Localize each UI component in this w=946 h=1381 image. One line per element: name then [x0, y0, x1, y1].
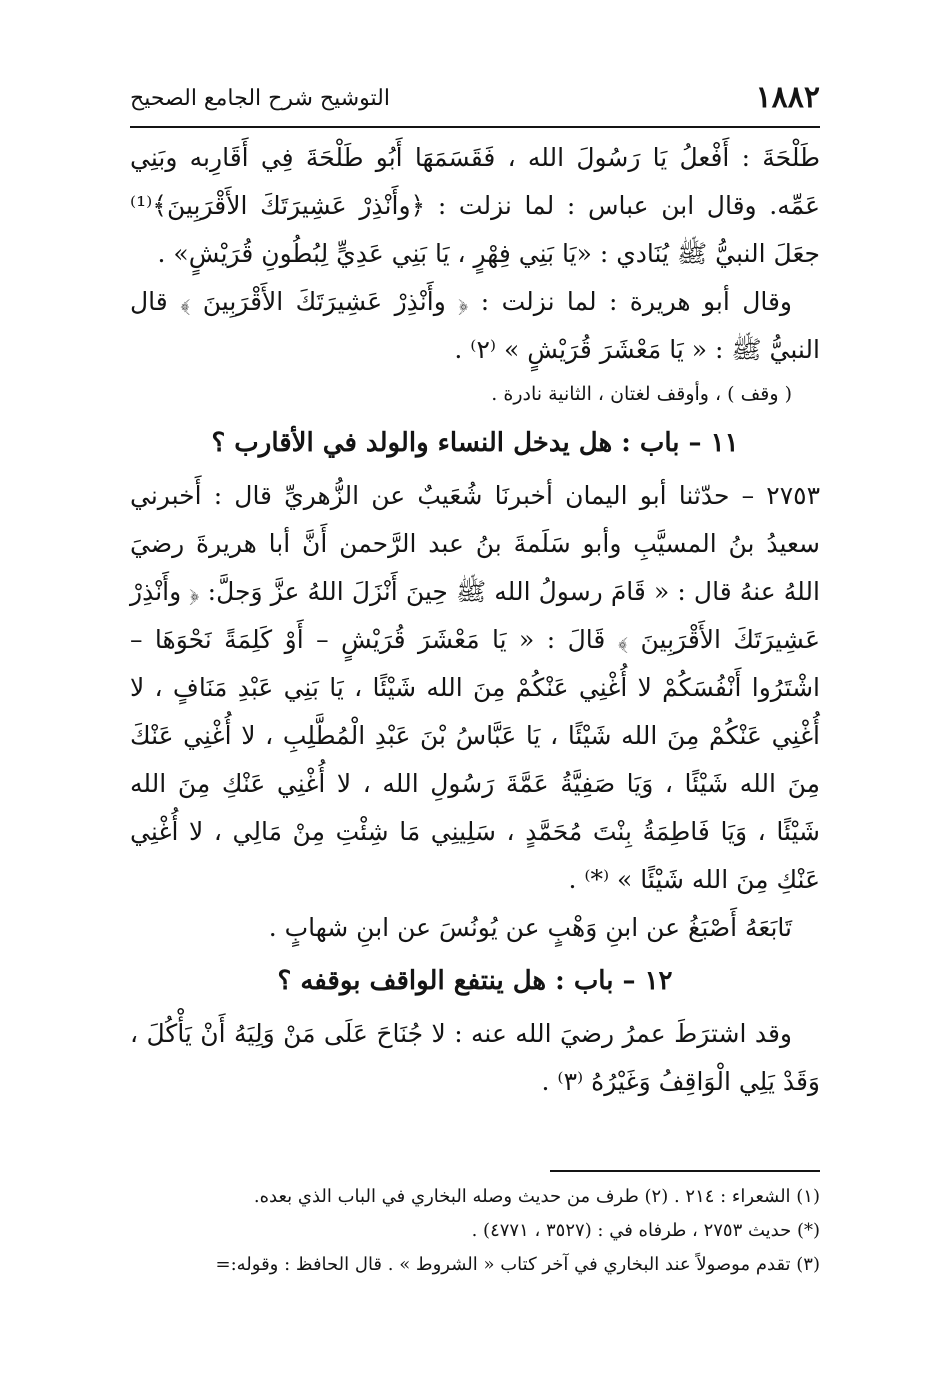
page-number: ١٨٨٢: [755, 80, 820, 115]
running-title: التوشيح شرح الجامع الصحيح: [130, 86, 390, 111]
page-header: [130, 80, 820, 124]
footnote-3: (٣) تقدم موصولاً عند البخاري في آخر كتاب « الشروط » . قال الحافظ : وقوله:=: [215, 1254, 820, 1275]
header-rule: [130, 126, 820, 128]
paragraph-3: ( وقف ) ، وأوقف لغتان ، الثانية نادرة .: [491, 383, 792, 405]
paragraph-umar: وقد اشترَطَ عمرُ رضيَ الله عنه : لا جُنَاحَ عَلَى مَنْ وَلِيَهُ أَنْ يَأْكُلَ ، وَقَدْ يَلِي الْوَاقِفُ وَغَيْرُهُ ⁽٣⁾ .: [130, 1019, 820, 1096]
chapter-heading-11: ١١ – باب : هل يدخل النساء والولد في الأقارب ؟: [211, 428, 739, 458]
footnotes: [130, 1180, 820, 1282]
page-body: [130, 134, 820, 1106]
paragraph-2: وقال أبو هريرة : لما نزلت : ﴿ وأَنْذِرْ عَشِيرَتَكَ الأَقْرَبِينَ ﴾ قال النبيُّ ﷺ : « يَا مَعْشَرَ قُرَيْشٍ » ⁽٢⁾ .: [130, 287, 820, 364]
footnote-1-2: (١) الشعراء : ٢١٤ . (٢) طرف من حديث وصله البخاري في الباب الذي بعده.: [253, 1186, 820, 1207]
chapter-heading-12: ١٢ – باب : هل ينتفع الواقف بوقفه ؟: [277, 966, 673, 996]
paragraph-tabaahu: تَابَعَهُ أَصْبَغُ عن ابنِ وَهْبٍ عن يُونُسَ عن ابنِ شهابٍ .: [268, 913, 792, 942]
paragraph-1: طَلْحَةَ : أَفْعلُ يَا رَسُولَ الله ، فَقَسَمَهَا أَبُو طَلْحَةَ فِي أَقَارِبه وبَنِي عَمِّه. وقال ابن عباس : لما نزلت : ﴿وأَنْذِرْ عَشِيرَتَكَ الأَقْرَبِينَ﴾⁽¹⁾ جعَلَ النبيُّ ﷺ يُنَادي : «يَا بَنِي فِهْرٍ ، يَا بَنِي عَدِيٍّ لِبُطُونِ قُرَيْشٍ» .: [130, 143, 820, 268]
book-page: [130, 80, 820, 1275]
footnote-rule: [550, 1170, 820, 1172]
hadith-2753: ٢٧٥٣ – حدّثنا أبو اليمان أخبرنَا شُعَيبٌ عن الزُّهريِّ قال : أَخبرني سعيدُ بنُ المسيَّبِ وأبو سَلَمةَ بنُ عبد الرَّحمن أَنَّ أبا هريرةَ رضيَ اللهُ عنهُ قال : « قَامَ رسولُ الله ﷺ حِينَ أَنْزَلَ اللهُ عزَّ وَجلَّ: ﴿ وأَنْذِرْ عَشِيرَتَكَ الأَقْرَبِينَ ﴾ قَالَ : « يَا مَعْشَرَ قُرَيْشٍ – أَوْ كَلِمَةً نَحْوَهَا – اشْتَرُوا أَنْفُسَكُمْ لا أُغْنِي عَنْكُمْ مِنَ الله شَيْئًا ، يَا بَنِي عَبْدِ مَنَافٍ ، لا أُغْنِي عَنْكُمْ مِنَ الله شَيْئًا ، يَا عَبَّاسُ بْنَ عَبْدِ الْمُطَّلِبِ ، لا أُغْنِي عَنْكَ مِنَ الله شَيْئًا ، وَيَا صَفِيَّةُ عَمَّةَ رَسُولِ الله ، لا أُغْنِي عَنْكِ مِنَ الله شَيْئًا ، وَيَا فَاطِمَةُ بِنْتَ مُحَمَّدٍ ، سَلِينِي مَا شِئْتِ مِنْ مَالِي ، لا أُغْنِي عَنْكِ مِنَ الله شَيْئًا » ⁽*⁾ .: [130, 481, 820, 894]
footnote-star: (*) حديث ٢٧٥٣ ، طرفاه في : (٣٥٢٧ ، ٤٧٧١) .: [471, 1220, 820, 1241]
